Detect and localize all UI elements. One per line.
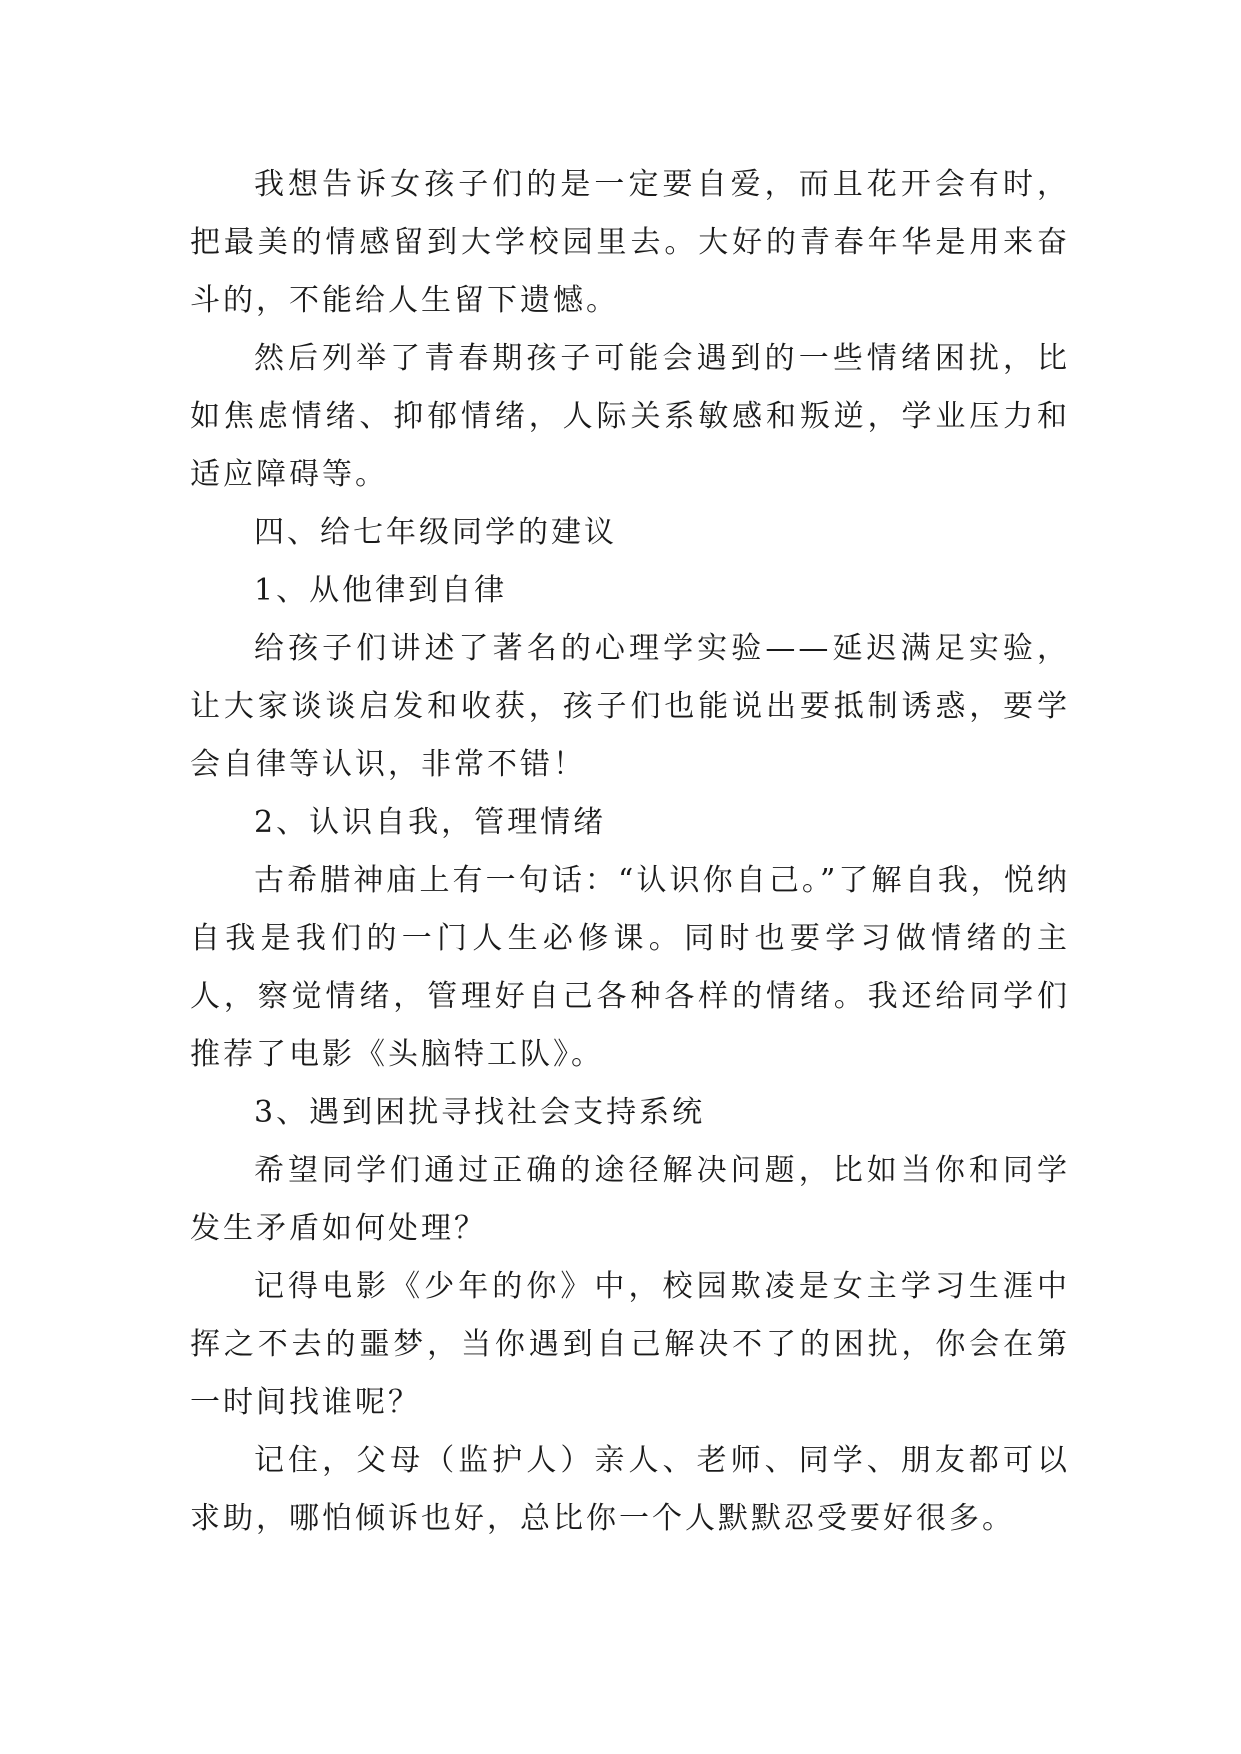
subheading-know-yourself: 2、认识自我，管理情绪 — [254, 805, 607, 840]
paragraph-adolescent-emotional-issues: 然后列举了青春期孩子可能会遇到的一些情绪困扰，比如焦虑情绪、抑郁情绪，人际关系敏感和叛逆，学业压力和适应障碍等。 — [190, 341, 1070, 492]
paragraph-know-yourself: 古希腊神庙上有一句话：“认识你自己。”了解自我，悦纳自我是我们的一门人生必修课。同时也要学习做情绪的主人，察觉情绪，管理好自己各种各样的情绪。我还给同学们推荐了电影《头脑特工队》。 — [190, 863, 1070, 1072]
subheading-social-support: 3、遇到困扰寻找社会支持系统 — [254, 1095, 706, 1130]
section-heading-suggestions: 四、给七年级同学的建议 — [254, 515, 617, 550]
paragraph-seek-help: 记住，父母（监护人）亲人、老师、同学、朋友都可以求助，哪怕倾诉也好，总比你一个人默默忍受要好很多。 — [190, 1443, 1070, 1536]
paragraph-delayed-gratification: 给孩子们讲述了著名的心理学实验——延迟满足实验，让大家谈谈启发和收获，孩子们也能说出要抵制诱惑，要学会自律等认识，非常不错！ — [190, 631, 1070, 782]
paragraph-solve-problems: 希望同学们通过正确的途径解决问题，比如当你和同学发生矛盾如何处理？ — [190, 1153, 1070, 1246]
paragraph-advice-to-girls: 我想告诉女孩子们的是一定要自爱，而且花开会有时，把最美的情感留到大学校园里去。大好的青春年华是用来奋斗的，不能给人生留下遗憾。 — [190, 167, 1070, 318]
paragraph-better-days-movie: 记得电影《少年的你》中，校园欺凌是女主学习生涯中挥之不去的噩梦，当你遇到自己解决不了的困扰，你会在第一时间找谁呢？ — [190, 1269, 1070, 1420]
document-body — [190, 156, 1070, 1548]
subheading-self-discipline: 1、从他律到自律 — [254, 573, 508, 608]
